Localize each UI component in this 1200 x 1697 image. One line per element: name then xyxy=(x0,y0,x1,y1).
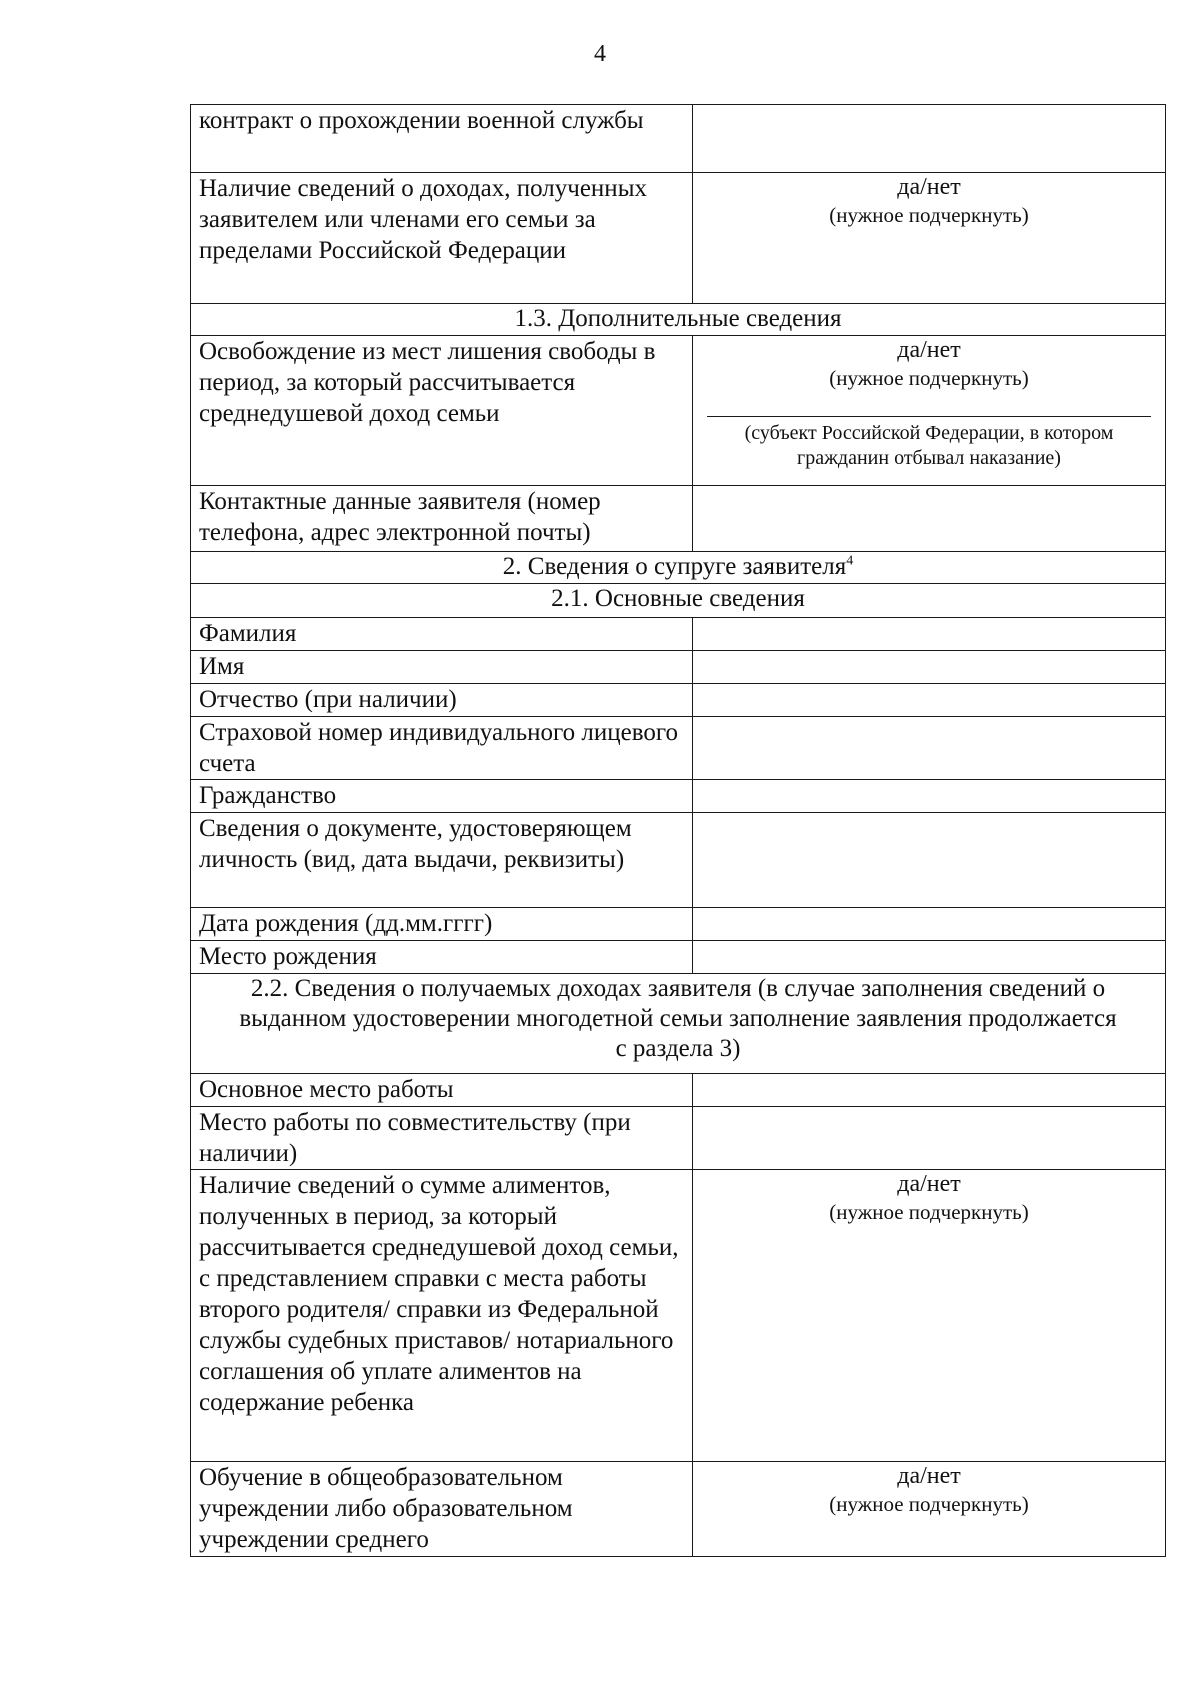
label-education: Обучение в общеобразовательном учреждении либо образовательном учреждении среднего xyxy=(191,1462,693,1557)
row-release xyxy=(191,336,1166,486)
yes-no-choice[interactable]: да/нет xyxy=(897,1463,961,1489)
section-heading-1-3: 1.3. Дополнительные сведения xyxy=(191,304,1166,336)
field-military-contract[interactable] xyxy=(693,105,1166,173)
row-patronymic xyxy=(191,684,1166,717)
label-name: Имя xyxy=(191,651,693,684)
label-snils: Страховой номер индивидуального лицевого счета xyxy=(191,717,693,780)
row-section-2-2 xyxy=(191,974,1166,1074)
section-heading-2-1: 2.1. Основные сведения xyxy=(191,584,1166,618)
field-release[interactable] xyxy=(693,336,1166,486)
field-birth-place[interactable] xyxy=(693,941,1166,974)
field-snils[interactable] xyxy=(693,717,1166,780)
label-alimony: Наличие сведений о сумме алиментов, полученных в период, за который рассчитывается среднедушевой доход семьи, с представлением справки с места работы второго родителя/ справки из Федеральной службы судебных приставов/ нотариального соглашения об уплате алиментов на содержание ребенка xyxy=(191,1170,693,1462)
field-secondary-job[interactable] xyxy=(693,1107,1166,1170)
row-birth-date xyxy=(191,908,1166,941)
section-heading-2-2: 2.2. Сведения о получаемых доходах заявителя (в случае заполнения сведений о выданном удостоверении многодетной семьи заполнение заявления продолжается с раздела 3) xyxy=(191,974,1166,1074)
section-heading-2 xyxy=(191,552,1166,584)
label-identity-doc: Сведения о документе, удостоверяющем личность (вид, дата выдачи, реквизиты) xyxy=(191,813,693,908)
subject-hint: (субъект Российской Федерации, в котором гражданин отбывал наказание) xyxy=(744,422,1114,469)
row-citizenship xyxy=(191,780,1166,813)
application-form-table xyxy=(190,104,1166,1557)
field-name[interactable] xyxy=(693,651,1166,684)
row-birth-place xyxy=(191,941,1166,974)
label-contacts: Контактные данные заявителя (номер телефона, адрес электронной почты) xyxy=(191,486,693,552)
label-birth-place: Место рождения xyxy=(191,941,693,974)
label-patronymic: Отчество (при наличии) xyxy=(191,684,693,717)
row-education xyxy=(191,1462,1166,1557)
underline-hint: (нужное подчеркнуть) xyxy=(829,203,1029,227)
row-main-job xyxy=(191,1074,1166,1107)
row-name xyxy=(191,651,1166,684)
field-foreign-income[interactable] xyxy=(693,173,1166,304)
row-surname xyxy=(191,618,1166,651)
field-contacts[interactable] xyxy=(693,486,1166,552)
field-education[interactable] xyxy=(693,1462,1166,1557)
row-snils xyxy=(191,717,1166,780)
label-foreign-income: Наличие сведений о доходах, полученных заявителем или членами его семьи за пределами Российской Федерации xyxy=(191,173,693,304)
row-military-contract xyxy=(191,105,1166,173)
subject-blank-line[interactable] xyxy=(707,402,1151,417)
field-citizenship[interactable] xyxy=(693,780,1166,813)
row-identity-doc xyxy=(191,813,1166,908)
underline-hint: (нужное подчеркнуть) xyxy=(829,1492,1029,1516)
label-main-job: Основное место работы xyxy=(191,1074,693,1107)
field-alimony[interactable] xyxy=(693,1170,1166,1462)
row-section-2 xyxy=(191,552,1166,584)
label-release: Освобождение из мест лишения свободы в период, за который рассчитывается среднедушевой доход семьи xyxy=(191,336,693,486)
underline-hint: (нужное подчеркнуть) xyxy=(829,366,1029,390)
field-surname[interactable] xyxy=(693,618,1166,651)
yes-no-choice[interactable]: да/нет xyxy=(897,337,961,363)
yes-no-choice[interactable]: да/нет xyxy=(897,174,961,200)
field-birth-date[interactable] xyxy=(693,908,1166,941)
field-patronymic[interactable] xyxy=(693,684,1166,717)
section-heading-2-text: 2. Сведения о супруге заявителя xyxy=(502,553,847,580)
field-identity-doc[interactable] xyxy=(693,813,1166,908)
row-contacts xyxy=(191,486,1166,552)
yes-no-choice[interactable]: да/нет xyxy=(897,1171,961,1197)
row-secondary-job xyxy=(191,1107,1166,1170)
field-main-job[interactable] xyxy=(693,1074,1166,1107)
row-foreign-income xyxy=(191,173,1166,304)
page-number: 4 xyxy=(594,41,606,67)
label-birth-date: Дата рождения (дд.мм.гггг) xyxy=(191,908,693,941)
row-section-1-3 xyxy=(191,304,1166,336)
label-military-contract: контракт о прохождении военной службы xyxy=(191,105,693,173)
label-citizenship: Гражданство xyxy=(191,780,693,813)
label-surname: Фамилия xyxy=(191,618,693,651)
footnote-mark: 4 xyxy=(846,553,854,569)
label-secondary-job: Место работы по совместительству (при наличии) xyxy=(191,1107,693,1170)
row-alimony xyxy=(191,1170,1166,1462)
underline-hint: (нужное подчеркнуть) xyxy=(829,1200,1029,1224)
row-section-2-1 xyxy=(191,584,1166,618)
